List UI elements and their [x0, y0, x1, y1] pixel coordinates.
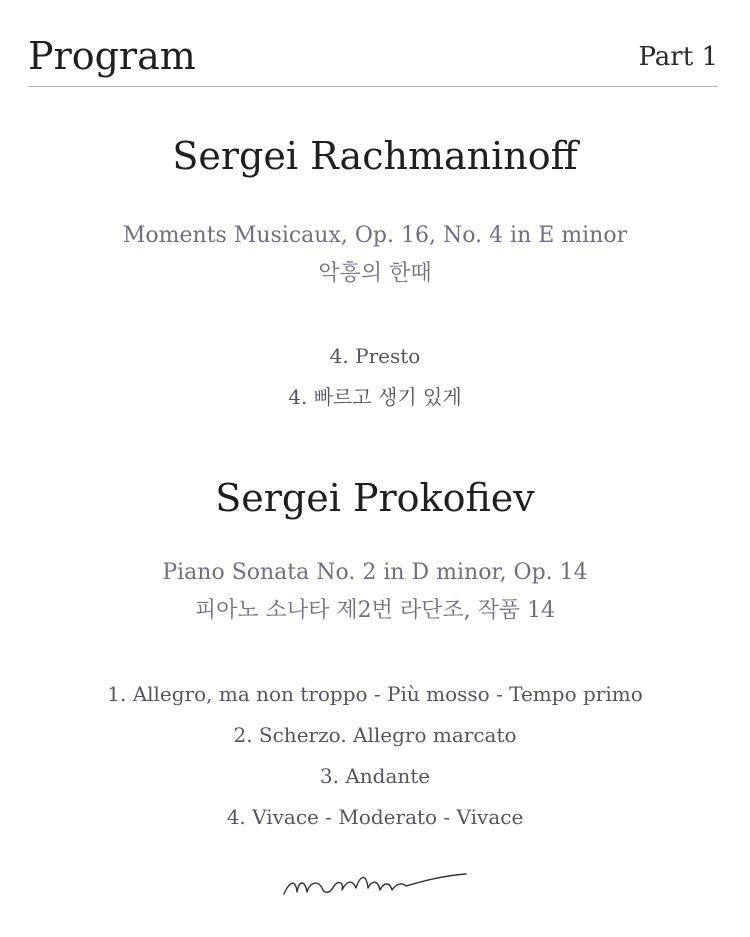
part-label: Part 1: [638, 42, 718, 72]
movement-item: 4. Presto: [329, 344, 421, 368]
composer-name: Sergei Prokofiev: [215, 476, 535, 520]
work-title-ko: 악흥의 한때: [318, 261, 432, 286]
movement-item: 4. 빠르고 생기 있게: [288, 385, 462, 409]
movement-item: 4. Vivace - Moderato - Vivace: [226, 805, 524, 829]
program-header: [28, 30, 718, 87]
work-title-ko: 피아노 소나타 제2번 라단조, 작품 14: [194, 598, 556, 623]
movement-item: 1. Allegro, ma non troppo - Più mosso - Tempo primo: [107, 682, 643, 706]
work-title-en: Piano Sonata No. 2 in D minor, Op. 14: [162, 560, 588, 585]
movement-item: 2. Scherzo. Allegro marcato: [233, 723, 517, 747]
composer-name: Sergei Rachmaninoff: [172, 134, 578, 178]
page-title: Program: [28, 34, 196, 78]
work-title-en: Moments Musicaux, Op. 16, No. 4 in E minor: [122, 223, 628, 248]
movement-item: 3. Andante: [319, 764, 431, 788]
signature-mark: [280, 868, 470, 902]
